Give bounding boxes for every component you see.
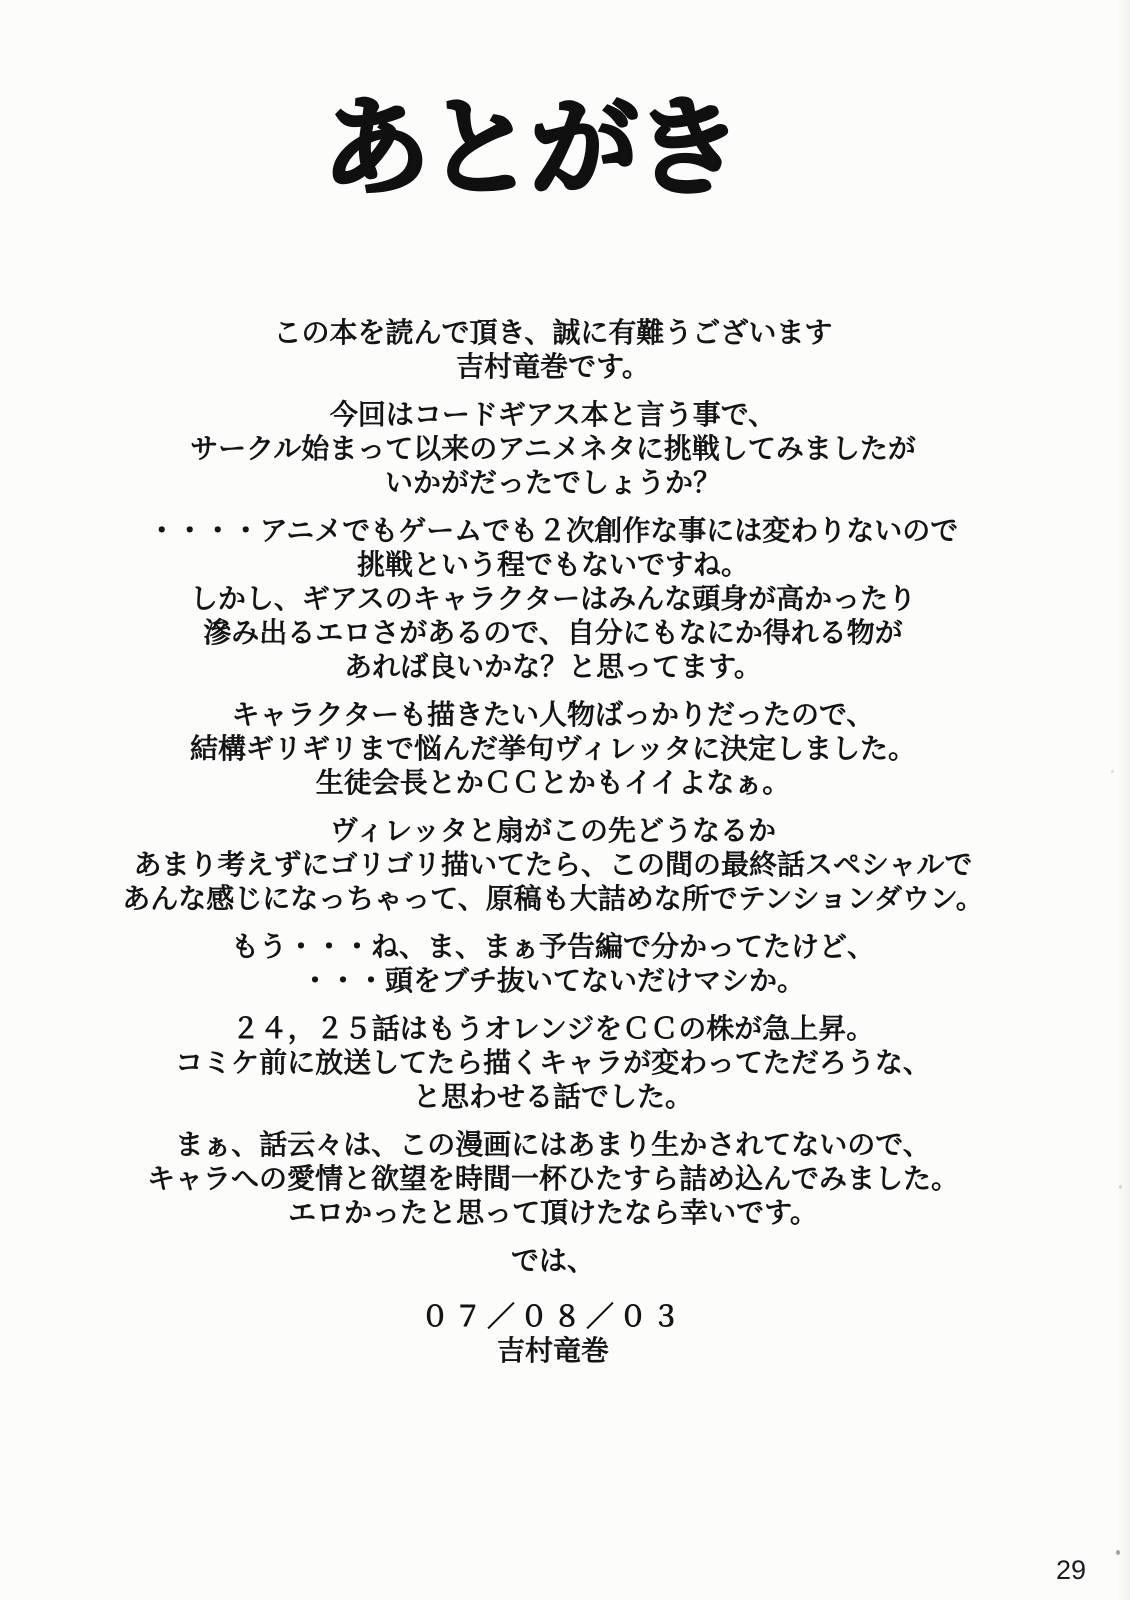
date: ０７／０８／０３ <box>420 1302 685 1333</box>
text-line: ２４，２５話はもうオレンジをＣＣの株が急上昇。 <box>231 1014 875 1045</box>
page-number: 29 <box>1055 1555 1086 1585</box>
text-line: 結構ギリギリまで悩んだ挙句ヴィレッタに決定しました。 <box>189 734 917 765</box>
paragraph-conclusion <box>0 1129 1118 1231</box>
text-line: キャラへの愛情と欲望を時間一杯ひたすら詰め込んでみました。 <box>146 1164 959 1195</box>
afterword-body <box>0 317 1118 1369</box>
text-line: 吉村竜巻です。 <box>456 352 650 383</box>
scan-speck <box>1111 770 1114 773</box>
text-line: エロかったと思って頂けたなら幸いです。 <box>288 1198 818 1229</box>
text-line: あんな感じになっちゃって、原稿も大詰めな所でテンションダウン。 <box>122 884 984 915</box>
text-line: もう・・・ね、ま、まぁ予告編で分かってたけど、 <box>230 932 875 963</box>
paragraph-story <box>0 815 1118 917</box>
text-line: 今回はコードギアス本と言う事で、 <box>329 400 777 431</box>
text-line: いかがだったでしょうか？ <box>384 468 721 499</box>
text-line: では、 <box>510 1246 595 1277</box>
text-line: まぁ、話云々は、この漫画にはあまり生かされてないので、 <box>175 1130 931 1161</box>
text-line: サークル始まって以来のアニメネタに挑戦してみましたが <box>190 434 916 465</box>
text-line: キャラクターも描きたい人物ばっかりだったので、 <box>231 700 875 731</box>
paragraph-preview <box>0 931 1118 999</box>
text-line: 滲み出るエロさがあるので、自分にもなにか得れる物が <box>203 618 903 649</box>
afterword-title: あとがき <box>321 90 738 209</box>
text-line: ・・・・アニメでもゲームでも２次創作な事には変わりないので <box>147 516 959 547</box>
text-line: と思わせる話でした。 <box>412 1082 693 1113</box>
scan-speck <box>1116 1550 1120 1555</box>
text-line: 生徒会長とかＣＣとかもイイよなぁ。 <box>315 768 791 799</box>
text-line: ヴィレッタと扇がこの先どうなるか <box>329 816 777 847</box>
text-line: しかし、ギアスのキャラクターはみんな頭身が高かったり <box>189 584 917 615</box>
paragraph-episodes <box>0 1013 1118 1115</box>
text-line: コミケ前に放送してたら描くキャラが変わってただろうな、 <box>175 1048 931 1079</box>
author-signature: 吉村竜巻 <box>496 1336 609 1367</box>
text-line: 挑戦という程でもないですね。 <box>356 550 749 581</box>
text-line: あれば良いかな？と思ってます。 <box>344 652 762 683</box>
text-line: この本を読んで頂き、誠に有難うございます <box>273 318 833 349</box>
closing-remark <box>0 1245 1118 1279</box>
text-line: ・・・頭をブチ抜いてないだけマシか。 <box>300 966 805 997</box>
scan-speck <box>1119 1185 1122 1189</box>
paragraph-character-choice <box>0 699 1118 801</box>
paragraph-intro <box>0 399 1118 501</box>
paragraph-challenge <box>0 515 1118 685</box>
paragraph-greeting <box>0 317 1118 385</box>
text-line: あまり考えずにゴリゴリ描いてたら、この間の最終話スペシャルで <box>133 850 973 881</box>
